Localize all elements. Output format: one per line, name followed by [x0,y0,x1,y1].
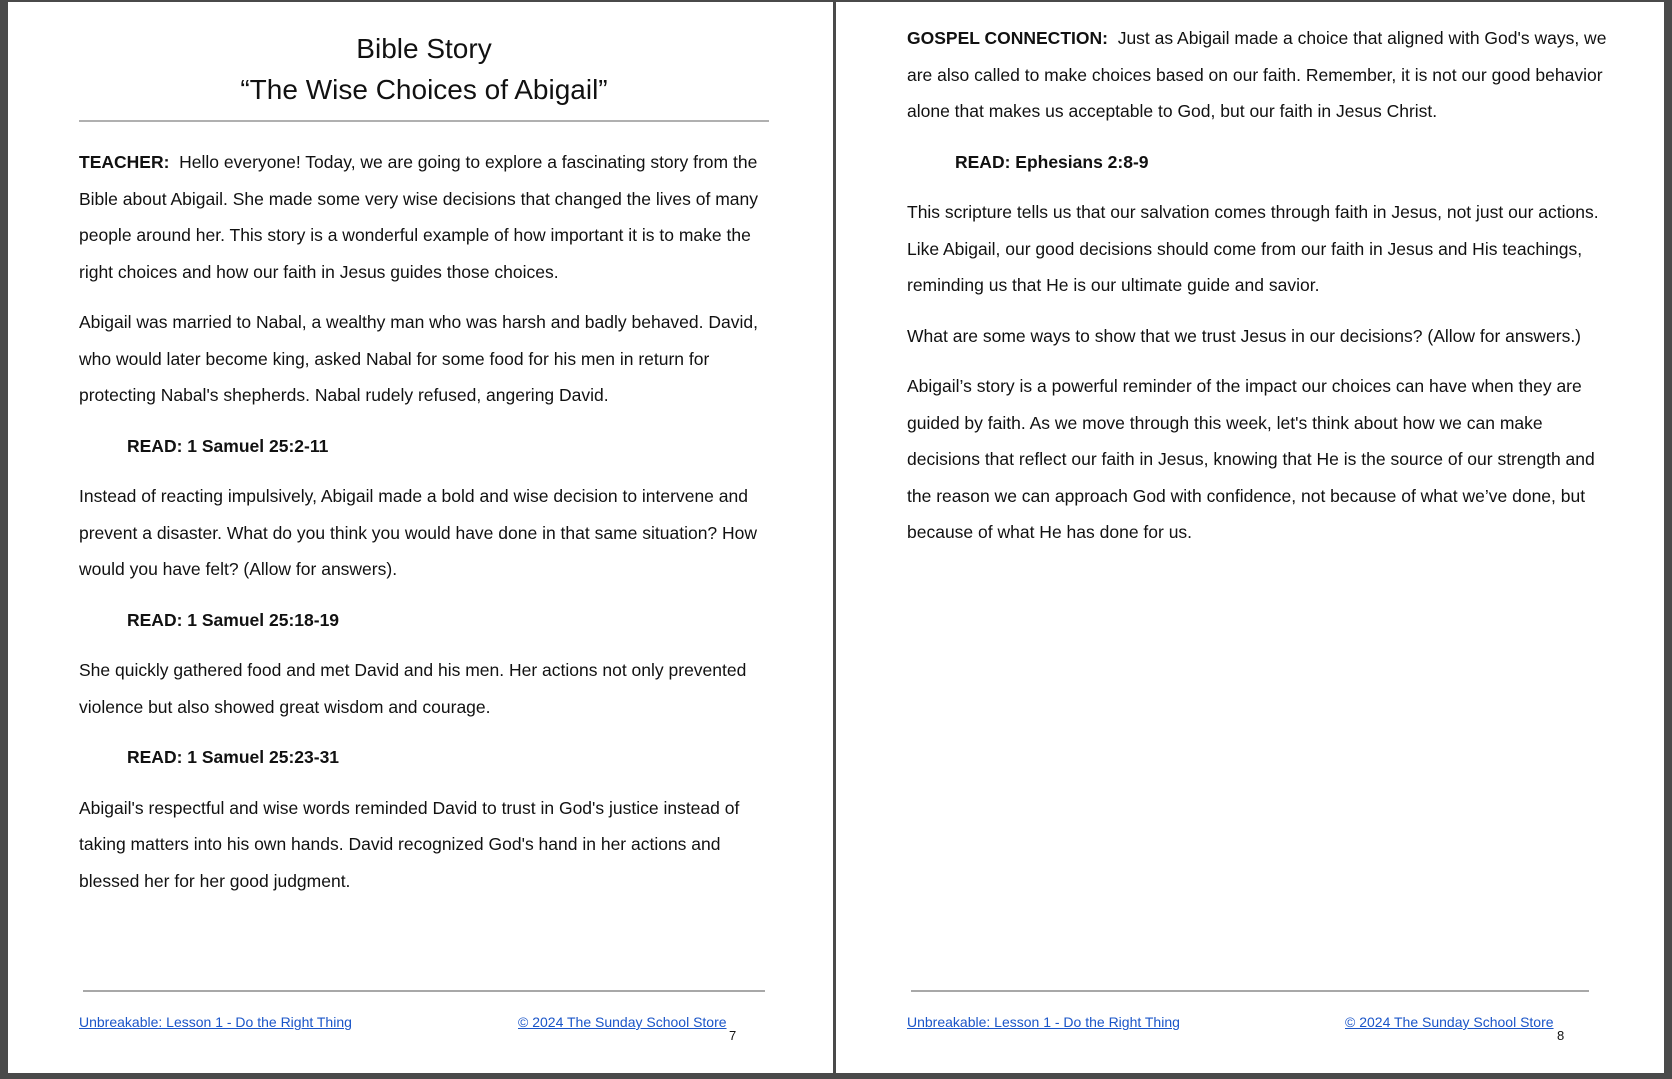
page-title [79,28,769,110]
scripture-reference-3: READ: 1 Samuel 25:23-31 [127,747,340,767]
title-line-1: Bible Story [356,33,492,64]
title-divider [79,120,769,122]
scripture-reference-4: READ: Ephesians 2:8-9 [955,151,1149,172]
nabal-paragraph: Abigail was married to Nabal, a wealthy man who was harsh and badly behaved. David, who would later become king, asked Nabal for some food for his men in return for protecting Nabal's shepherds. Nabal rudely refused, angering David. [79,312,758,405]
title-line-2: “The Wise Choices of Abigail” [240,74,608,105]
salvation-paragraph: This scripture tells us that our salvation comes through faith in Jesus, not just our actions. Like Abigail, our good decisions should come from our faith in Jesus and His teachings, reminding us that He is our ultimate guide and savior. [907,202,1599,295]
teacher-text: Hello everyone! Today, we are going to explore a fascinating story from the Bible about Abigail. She made some very wise decisions that changed the lives of many people around her. This story is a wonderful example of how important it is to make the right choices and how our faith in Jesus guides those choices. [79,152,758,282]
scripture-reference-2: READ: 1 Samuel 25:18-19 [127,609,340,630]
document-page-8 [836,2,1664,1073]
page-content [79,28,769,913]
gospel-connection-text: Just as Abigail made a choice that aligned with God's ways, we are also called to make choices based on our faith. Remember, it is not our good behavior alone that makes us acceptable to God, but our faith in Jesus Christ. [907,28,1607,121]
footer-divider [911,990,1589,992]
teacher-label: TEACHER: [79,152,170,172]
lesson-footer-link[interactable]: Unbreakable: Lesson 1 - Do the Right Thing [79,1014,352,1030]
teacher-paragraph [79,144,769,290]
scripture-reference-1: READ: 1 Samuel 25:2-11 [127,435,329,456]
gospel-connection-paragraph [907,20,1607,130]
page-number: 7 [729,1028,737,1043]
lesson-footer-link[interactable]: Unbreakable: Lesson 1 - Do the Right Thing [907,1014,1180,1030]
gathered-food-paragraph: She quickly gathered food and met David and his men. Her actions not only prevented violence but also showed great wisdom and courage. [79,660,747,717]
copyright-footer-link[interactable]: © 2024 The Sunday School Store [518,1014,727,1030]
gospel-connection-label: GOSPEL CONNECTION: [907,28,1108,48]
respectful-words-paragraph: Abigail's respectful and wise words reminded David to trust in God's justice instead of taking matters into his own hands. David recognized God's hand in her actions and blessed her for her good judgment. [79,797,740,891]
reminder-paragraph: Abigail’s story is a powerful reminder of the impact our choices can have when they are guided by faith. As we move through this week, let's think about how we can make decisions that reflect our faith in Jesus, knowing that He is the source of our strength and the reason we can approach God with confidence, not because of what we’ve done, but because of what He has done for us. [907,376,1595,542]
document-page-7 [8,2,833,1073]
intervene-paragraph: Instead of reacting impulsively, Abigail made a bold and wise decision to intervene and prevent a disaster. What do you think you would have done in that same situation? How would you have felt? (Allow for answers). [79,486,758,579]
footer-divider [83,990,765,992]
copyright-footer-link[interactable]: © 2024 The Sunday School Store [1345,1014,1554,1030]
page-number: 8 [1557,1028,1565,1043]
trust-question-paragraph: What are some ways to show that we trust Jesus in our decisions? (Allow for answers.) [907,325,1582,346]
page-content [907,20,1607,565]
